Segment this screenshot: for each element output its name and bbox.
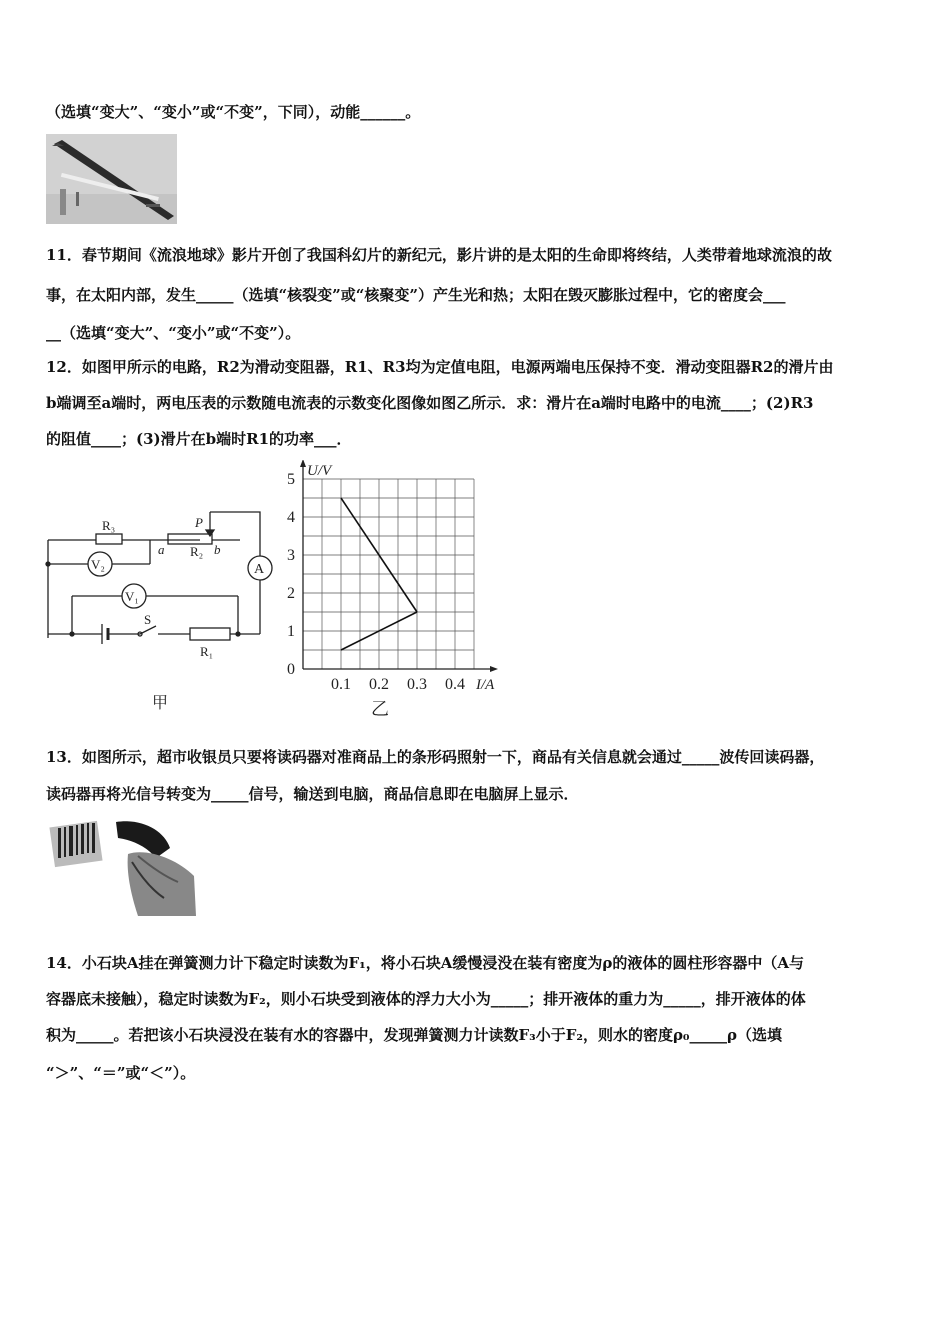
label-a: a: [158, 542, 165, 557]
q13-text-line: 读码器再将光信号转变为_____信号，输送到电脑，商品信息即在电脑屏上显示．: [46, 785, 579, 803]
y-tick-label: 4: [287, 509, 295, 526]
label-ammeter: A: [254, 562, 265, 577]
q14-text-line: 14．小石块A挂在弹簧测力计下稳定时读数为F₁，将小石块A缓慢浸没在装有密度为ρ的液体的圆柱形容器中（A与: [46, 954, 804, 972]
q10-text-line: （选填“变大”、“变小”或“不变”，下同），动能______。: [46, 103, 421, 121]
q13-text-line: 13．如图所示，超市收银员只要将读码器对准商品上的条形码照射一下，商品有关信息就会通过_____波传回读码器，: [46, 748, 825, 766]
y-tick-label: 3: [287, 547, 295, 564]
label-r3: R₃: [102, 518, 116, 533]
x-axis-label: I/A: [476, 677, 495, 693]
resistor-r2: [168, 534, 212, 544]
x-tick-label: 0.3: [407, 676, 427, 693]
chart-caption: 乙: [371, 699, 389, 718]
barcode-scanner-photo: [46, 818, 198, 918]
x-tick-label: 0.1: [331, 676, 351, 693]
x-tick-label: 0.4: [445, 676, 465, 693]
q11-text-line: 11．春节期间《流浪地球》影片开创了我国科幻片的新纪元，影片讲的是太阳的生命即将终结，人类带着地球流浪的故: [46, 246, 832, 264]
x-axis-arrow: [490, 666, 498, 672]
resistor-r1: [190, 628, 230, 640]
label-switch: S: [144, 612, 152, 627]
label-v1: V₁: [125, 589, 139, 604]
y-tick-label: 1: [287, 623, 295, 640]
resistor-r3: [96, 534, 122, 544]
y-tick-label: 2: [287, 585, 295, 602]
y-tick-label: 5: [287, 471, 295, 488]
label-v2: V₂: [91, 557, 105, 572]
x-tick-label: 0.2: [369, 676, 389, 693]
label-b: b: [214, 542, 221, 557]
q11-text-line: 事，在太阳内部，发生_____（选填“核裂变”或“核聚变”）产生光和热；太阳在毁灭膨胀过程中，它的密度会___: [46, 286, 786, 304]
label-r2: R₂: [190, 544, 204, 559]
label-p: P: [195, 515, 203, 530]
q12-text-line: 的阻值____；(3)滑片在b端时R1的功率___．: [46, 430, 352, 448]
y-axis-label: U/V: [307, 463, 332, 479]
q11-text-line: __（选填“变大”、“变小”或“不变”）。: [46, 324, 301, 342]
y-tick-label: 0: [287, 661, 295, 678]
q14-text-line: 容器底未接触），稳定时读数为F₂，则小石块受到液体的浮力大小为_____；排开液体的重力为_____，排开液体的体: [46, 990, 806, 1008]
q14-text-line: 积为_____。若把该小石块浸没在装有水的容器中，发现弹簧测力计读数F₃小于F₂，则水的密度ρ₀_____ρ（选填: [46, 1026, 782, 1044]
y-axis-arrow: [300, 460, 306, 467]
q12-text-line: b端调至a端时，两电压表的示数随电流表的示数变化图像如图乙所示．求：滑片在a端时电路中的电流____；(2)R3: [46, 394, 814, 412]
circuit-caption: 甲: [152, 695, 169, 712]
label-r1: R₁: [200, 644, 214, 659]
q14-text-line: “＞”、“＝”或“＜”）。: [46, 1064, 196, 1082]
solar-plane-photo: [46, 134, 177, 224]
q12-text-line: 12．如图甲所示的电路，R2为滑动变阻器，R1、R3均为定值电阻，电源两端电压保持不变．滑动变阻器R2的滑片由: [46, 358, 834, 376]
ui-graph: [275, 460, 505, 718]
circuit-diagram: [40, 500, 280, 715]
